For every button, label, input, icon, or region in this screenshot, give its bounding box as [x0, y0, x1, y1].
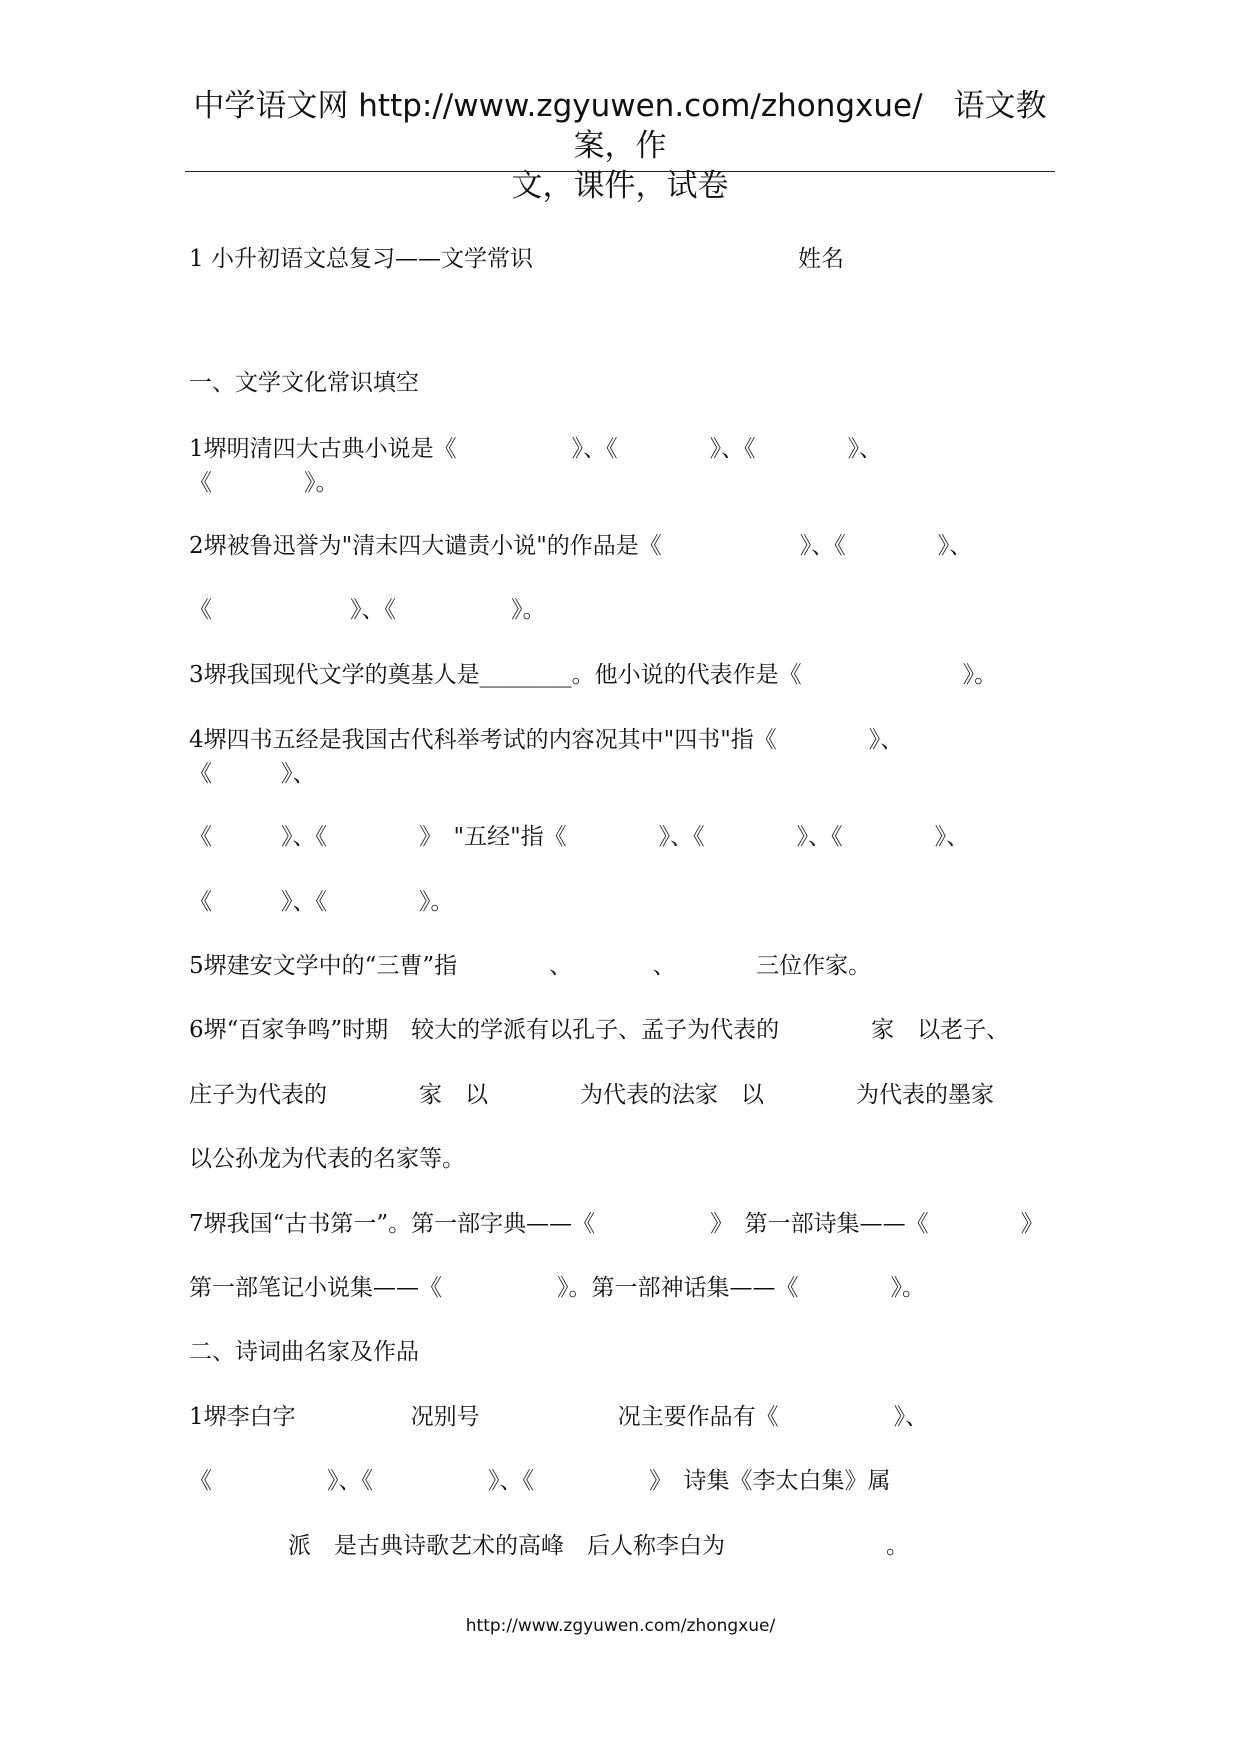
poet-1-line-3: 派 是古典诗歌艺术的高峰 后人称李白为 。 [288, 1533, 909, 1559]
page-header [185, 86, 1055, 206]
question-1-line-1: 1堺明清四大古典小说是《 》、《 》、《 》、 [189, 436, 883, 462]
question-4-line-2: 《 》、 [189, 761, 316, 787]
question-2-line-1: 2堺被鲁迅誉为"清末四大谴责小说"的作品是《 》、《 》、 [189, 533, 973, 559]
question-4-line-1: 4堺四书五经是我国古代科举考试的内容况其中"四书"指《 》、 [189, 727, 904, 753]
question-4-line-3: 《 》、《 》 "五经"指《 》、《 》、《 》、 [189, 824, 970, 850]
question-3: 3堺我国现代文学的奠基人是________。他小说的代表作是《 》。 [189, 662, 998, 688]
question-6-line-2: 庄子为代表的 家 以 为代表的法家 以 为代表的墨家 [189, 1082, 994, 1108]
page-footer-url: http://www.zgyuwen.com/zhongxue/ [465, 1616, 776, 1636]
question-7-line-1: 7堺我国“古书第一”。第一部字典——《 》 第一部诗集——《 》 [189, 1211, 1044, 1237]
poet-1-line-2: 《 》、《 》、《 》 诗集《李太白集》属 [189, 1468, 891, 1494]
worksheet-title: 1 小升初语文总复习——文学常识 [189, 246, 533, 272]
question-7-line-2: 第一部笔记小说集——《 》。第一部神话集——《 》。 [189, 1275, 925, 1301]
poet-1-line-1: 1堺李白字 况别号 况主要作品有《 》、 [189, 1404, 929, 1430]
name-label: 姓名 [798, 246, 844, 272]
question-4-line-4: 《 》、《 》。 [189, 889, 454, 915]
header-line-2: 文，课件，试卷 [511, 168, 729, 204]
section-heading-2: 二、诗词曲名家及作品 [189, 1339, 419, 1365]
question-6-line-1: 6堺“百家争鸣”时期 较大的学派有以孔子、孟子为代表的 家 以老子、 [189, 1017, 1010, 1043]
header-line-1: 中学语文网 http://www.zgyuwen.com/zhongxue/ 语文教案，作 [193, 88, 1047, 164]
question-1-line-2: 《 》。 [189, 470, 339, 496]
question-5: 5堺建安文学中的“三曹”指 、 、 三位作家。 [189, 953, 872, 979]
section-heading-1: 一、文学文化常识填空 [189, 370, 419, 396]
question-6-line-3: 以公孙龙为代表的名家等。 [189, 1146, 465, 1172]
question-2-line-2: 《 》、《 》。 [189, 597, 546, 623]
header-divider [185, 171, 1055, 172]
